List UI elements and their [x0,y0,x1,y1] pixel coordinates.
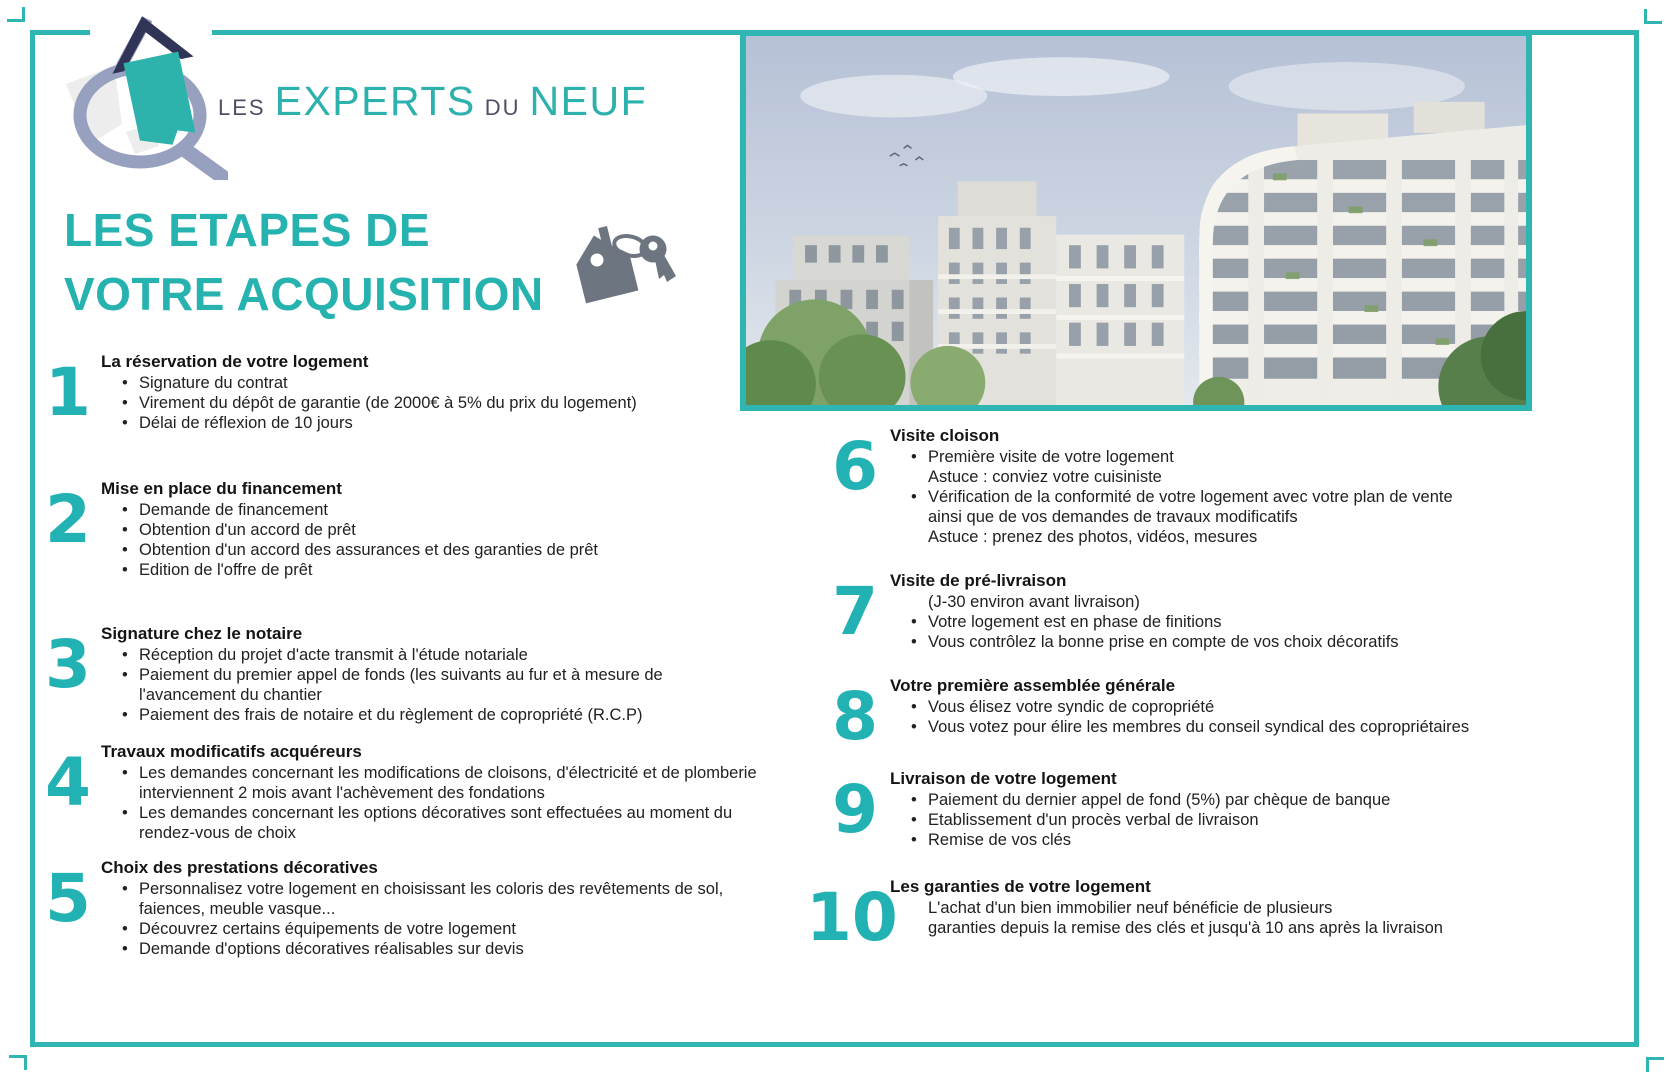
step-item: • Découvrez certains équipements de votre logement [122,920,516,938]
brand-word-du: DU [484,95,521,120]
step-7 [806,571,1482,652]
step-number: 1 [45,354,91,431]
step-number: 10 [806,879,898,956]
step-heading: Les garanties de votre logement [890,877,1151,896]
page-title-line1: LES ETAPES DE [64,204,431,256]
step-9 [806,769,1482,850]
step-heading: Travaux modificatifs acquéreurs [101,742,362,761]
step-item: • Les demandes concernant les options décoratives sont effectuées au moment du rendez-vous de choix [122,804,733,842]
step-item: • Paiement du premier appel de fonds (les suivants au fur et à mesure de l'avancement du chantier [122,666,663,704]
step-item: • Vous élisez votre syndic de copropriété [911,698,1215,716]
step-item: • Obtention d'un accord des assurances et des garanties de prêt [122,541,599,559]
step-6 [806,426,1482,547]
step-item: • Personnalisez votre logement en choisissant les coloris des revêtements de sol, faiences, meuble vasque... [122,880,724,918]
step-item: • Les demandes concernant les modifications de cloisons, d'électricité et de plomberie interviennent 2 mois avant l'achèvement des fondations [122,764,757,802]
step-heading: Livraison de votre logement [890,769,1117,788]
step-10 [806,877,1482,956]
step-number: 4 [45,744,91,821]
step-item: • Vous votez pour élire les membres du conseil syndical des copropriétaires [911,718,1470,736]
step-item: • Demande d'options décoratives réalisables sur devis [122,940,524,958]
step-heading: La réservation de votre logement [101,352,369,371]
step-item: • Vous contrôlez la bonne prise en compte de vos choix décoratifs [911,633,1399,651]
step-1 [45,352,757,433]
step-item: Astuce : prenez des photos, vidéos, mesures [928,528,1258,546]
step-item: • Virement du dépôt de garantie (de 2000€ à 5% du prix du logement) [122,394,637,412]
step-heading: Votre première assemblée générale [890,676,1176,695]
step-item: • Votre logement est en phase de finitions [911,613,1222,631]
page-title-line2: VOTRE ACQUISITION [64,268,544,320]
step-item: • Demande de financement [122,501,328,519]
step-item: Astuce : conviez votre cuisiniste [928,468,1162,486]
step-number: 7 [832,573,878,650]
step-item: L'achat d'un bien immobilier neuf bénéficie de plusieurs [928,899,1333,917]
step-item: • Vérification de la conformité de votre logement avec votre plan de vente ainsi que de vos demandes de travaux modificatifs [911,488,1453,526]
step-item: • Réception du projet d'acte transmit à l'étude notariale [122,646,528,664]
step-item: • Etablissement d'un procès verbal de livraison [911,811,1259,829]
step-item: garanties depuis la remise des clés et jusqu'à 10 ans après la livraison [928,919,1443,937]
step-5 [45,858,757,959]
step-item: • Paiement des frais de notaire et du règlement de copropriété (R.C.P) [122,706,643,724]
brand-word-neuf: NEUF [529,78,648,124]
step-heading: Visite de pré-livraison [890,571,1067,590]
step-item: (J-30 environ avant livraison) [928,593,1140,611]
step-number: 9 [832,771,878,848]
step-item: • Signature du contrat [122,374,288,392]
step-3 [45,624,757,725]
step-8 [806,676,1482,755]
step-heading: Signature chez le notaire [101,624,303,643]
step-heading: Visite cloison [890,426,1000,445]
step-item: • Obtention d'un accord de prêt [122,521,356,539]
step-number: 8 [832,678,878,755]
step-heading: Choix des prestations décoratives [101,858,378,877]
step-4 [45,742,757,843]
step-number: 6 [832,428,878,505]
step-heading: Mise en place du financement [101,479,342,498]
step-2 [45,479,757,580]
step-item: • Délai de réflexion de 10 jours [122,414,353,432]
step-item: • Première visite de votre logement [911,448,1174,466]
step-item: • Paiement du dernier appel de fond (5%) par chèque de banque [911,791,1391,809]
step-number: 5 [45,860,91,937]
step-item: • Edition de l'offre de prêt [122,561,313,579]
step-number: 2 [45,481,91,558]
step-number: 3 [45,626,91,703]
brand-word-experts: EXPERTS [274,78,476,124]
brand-word-les: LES [218,95,266,120]
step-item: • Remise de vos clés [911,831,1072,849]
